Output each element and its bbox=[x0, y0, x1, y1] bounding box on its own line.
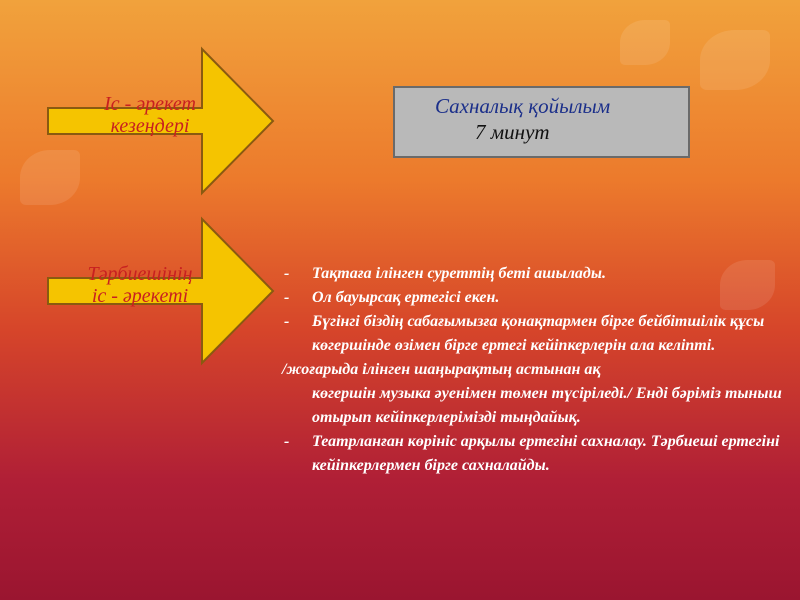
background-leaf-decoration bbox=[700, 30, 770, 90]
list-item-text: Бүгінгі біздің сабағымызға қонақтармен бірге бейбітшілік құсы көгершінде өзімен бірге ертегі кейіпкерлерін ала келіпті. bbox=[312, 313, 765, 354]
list-item bbox=[278, 310, 788, 358]
teacher-label-line1: Тәрбиешінің bbox=[87, 263, 193, 285]
note-paragraph bbox=[278, 358, 788, 430]
background-leaf-decoration bbox=[620, 20, 670, 65]
list-item bbox=[278, 430, 788, 478]
stage-info-box bbox=[393, 86, 690, 158]
list-item-text: Тақтаға ілінген суреттің беті ашылады. bbox=[312, 265, 606, 282]
box-duration: 7 минут bbox=[475, 120, 550, 144]
box-title: Сахналық қойылым bbox=[435, 94, 611, 118]
stage-label bbox=[70, 93, 230, 137]
list-dash: - bbox=[284, 289, 290, 306]
note-first-line: /жоғарыда ілінген шаңырақтың астынан ақ bbox=[282, 361, 601, 378]
list-item-text: Ол бауырсақ ертегісі екен. bbox=[312, 289, 500, 306]
activity-description bbox=[278, 262, 788, 478]
list-dash: - bbox=[284, 265, 290, 282]
stage-label-line1: Іс - әрекет bbox=[104, 93, 196, 115]
stage-label-line2: кезеңдері bbox=[110, 115, 190, 137]
list-item-text: Театрланған көрініс арқылы ертегіні сахналау. Тәрбиеші ертегіні кейіпкерлермен бірге сахналайды. bbox=[312, 433, 780, 474]
list-item bbox=[278, 262, 788, 286]
teacher-label-line2: іс - әрекеті bbox=[91, 285, 189, 307]
list-item bbox=[278, 286, 788, 310]
note-continuation: көгершін музыка әуенімен төмен түсіріледі./ Енді бәріміз тыныш отырып кейіпкерлерімізді тыңдайық. bbox=[312, 385, 782, 426]
teacher-label bbox=[55, 263, 225, 307]
list-dash: - bbox=[284, 433, 290, 450]
list-dash: - bbox=[284, 313, 290, 330]
